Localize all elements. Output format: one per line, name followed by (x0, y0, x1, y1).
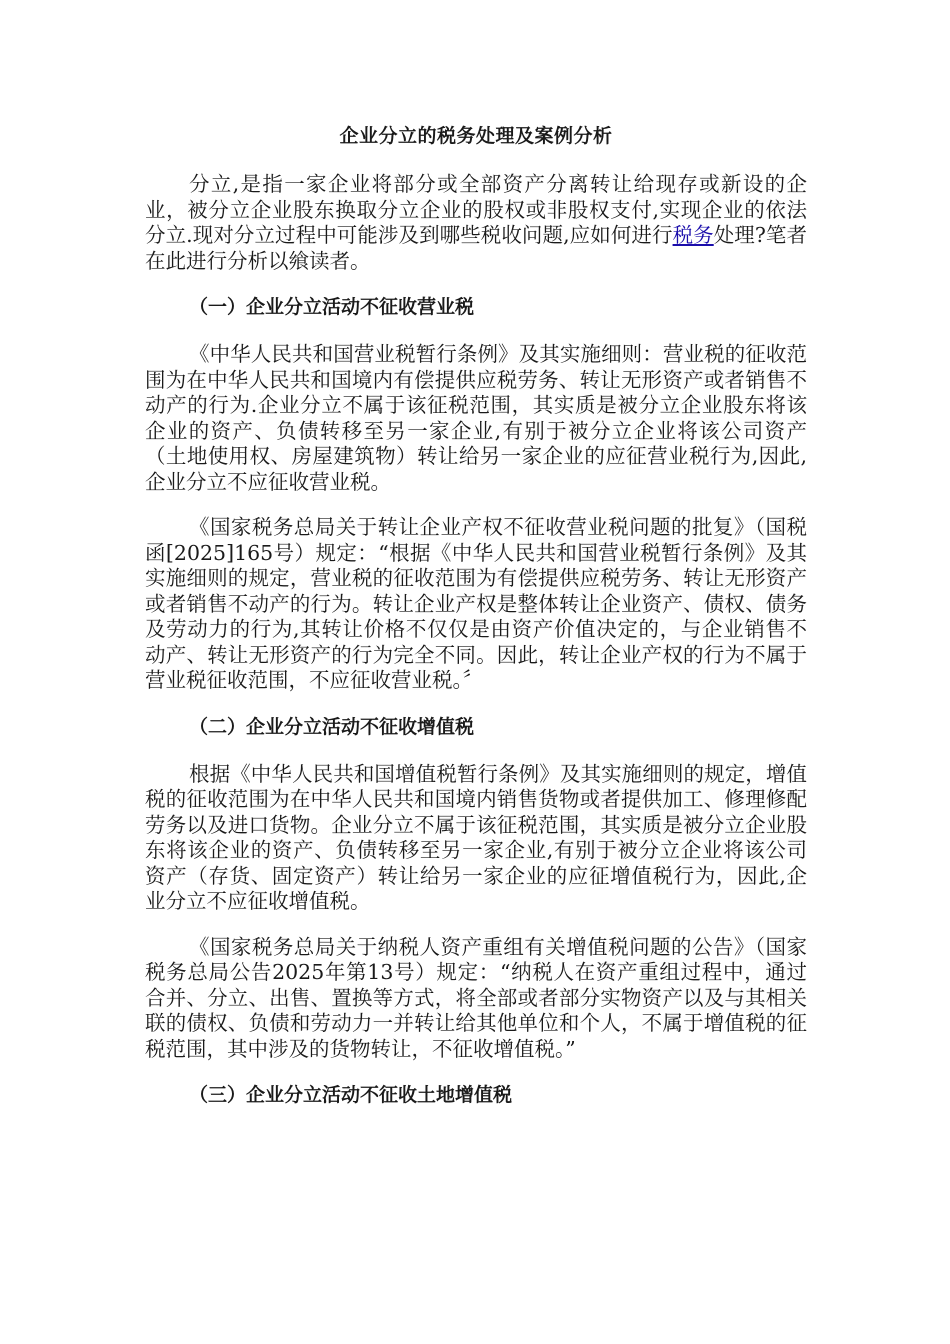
section-2-paragraph-1: 根据《中华人民共和国增值税暂行条例》及其实施细则的规定，增值税的征收范围为在中华人民共和国境内销售货物或者提供加工、修理修配劳务以及进口货物。企业分立不属于该征税范围，其实质是被分立企业股东将该企业的资产、负债转移至另一家企业,有别于被分立企业将该公司资产（存货、固定资产）转让给另一家企业的应征增值税行为，因此,企业分立不应征收增值税。 (145, 761, 807, 913)
intro-text-after-link: 处理?笔者在此进行分析以飨读者。 (145, 223, 808, 273)
section-1-paragraph-2: 《国家税务总局关于转让企业产权不征收营业税问题的批复》（国税函[2025]165号）规定：“根据《中华人民共和国营业税暂行条例》及其实施细则的规定，营业税的征收范围为有偿提供应税劳务、转让无形资产或者销售不动产的行为。转让企业产权是整体转让企业资产、债权、债务及劳动力的行为,其转让价格不仅仅是由资产价值决定的，与企业销售不动产、转让无形资产的行为完全不同。因此，转让企业产权的行为不属于营业税征收范围，不应征收营业税。〞 (145, 515, 807, 692)
document-title: 企业分立的税务处理及案例分析 (339, 125, 613, 147)
section-heading-1: （一）企业分立活动不征收营业税 (189, 296, 475, 318)
intro-text-before-link: 分立,是指一家企业将部分或全部资产分离转让给现存或新设的企业，被分立企业股东换取分立企业的股权或非股权支付,实现企业的依法分立.现对分立过程中可能涉及到哪些税收问题,应如何进行 (145, 172, 807, 247)
section-heading-3: （三）企业分立活动不征收土地增值税 (189, 1084, 513, 1106)
section-2-paragraph-2: 《国家税务总局关于纳税人资产重组有关增值税问题的公告》（国家税务总局公告2025年第13号）规定：“纳税人在资产重组过程中，通过合并、分立、出售、置换等方式，将全部或者部分实物资产以及与其相关联的债权、负债和劳动力一并转让给其他单位和个人，不属于增值税的征税范围，其中涉及的货物转让，不征收增值税。” (145, 934, 807, 1061)
section-heading-2: （二）企业分立活动不征收增值税 (189, 715, 475, 738)
document-page (145, 122, 807, 1130)
intro-paragraph (145, 172, 807, 274)
tax-link[interactable]: 税务 (672, 223, 714, 247)
section-1-paragraph-1: 《中华人民共和国营业税暂行条例》及其实施细则：营业税的征收范围为在中华人民共和国境内有偿提供应税劳务、转让无形资产或者销售不动产的行为.企业分立不属于该征税范围，其实质是被分立企业股东将该企业的资产、负债转移至另一家企业,有别于被分立企业将该公司资产（土地使用权、房屋建筑物）转让给另一家企业的应征营业税行为,因此,企业分立不应征收营业税。 (145, 342, 807, 494)
